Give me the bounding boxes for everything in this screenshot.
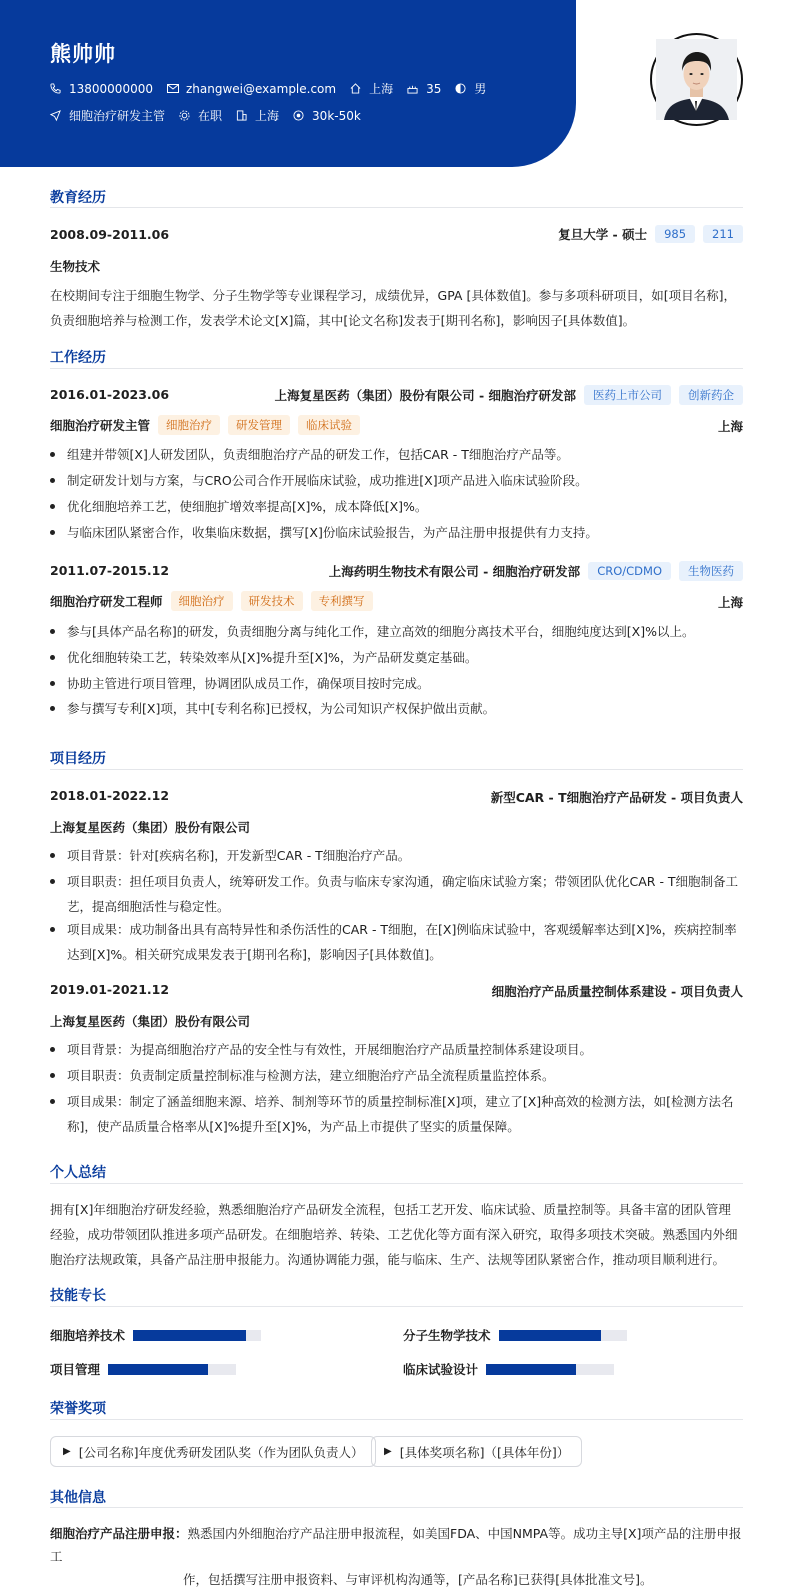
school-tag: 211 [703,225,743,243]
work-city-item [236,107,279,124]
work-title: 细胞治疗研发主管 [50,418,151,433]
title-tag: 细胞治疗 [158,415,220,435]
summary-text: 拥有[X]年细胞治疗研发经验，熟悉细胞治疗产品研发全流程，包括工艺开发、临床试验、质量控制等。具备丰富的团队管理经验，成功带领团队推进多项产品研发。在细胞培养、转染、工艺优化等方面有深入研究，取得多项技术突破。熟悉国内外细胞治疗法规政策，具备产品注册申报能力。沟通协调能力强，能与临床、生产、法规等团队紧密合作，推动项目顺利进行。 [50,1202,738,1267]
skill-bar-fill [108,1364,208,1375]
section-divider [50,1507,743,1508]
other-text-cont: 作，包括撰写注册申报资料、与审评机构沟通等，[产品名称]已获得[具体批准文号]。 [183,1572,653,1587]
project-company: 上海复星医药（集团）股份有限公司 [50,1014,251,1029]
cake-icon [407,83,418,94]
work-company-row [275,385,743,405]
work-city: 上海 [717,595,743,610]
project-bullet: 项目职责：担任项目负责人，统筹研发工作。负责与临床专家沟通，确定临床试验方案；带领团队优化CAR - T细胞制备工艺，提高细胞活性与稳定性。 [50,869,743,919]
triangle-icon: ▶ [384,1446,392,1457]
gender-item [455,80,486,97]
gender-icon [455,83,466,94]
project-bullet: 项目背景：为提高细胞治疗产品的安全性与有效性，开展细胞治疗产品质量控制体系建设项目。 [50,1037,743,1062]
status-text: 在职 [198,109,223,123]
skill-bar-fill [133,1330,246,1341]
project-bullet: 项目背景：针对[疾病名称]，开发新型CAR - T细胞治疗产品。 [50,843,743,868]
company-tag: CRO/CDMO [588,562,671,580]
section-title-skills: 技能专长 [50,1288,106,1304]
section-divider [50,1419,743,1420]
gear-icon [179,110,190,121]
phone-text: 13800000000 [69,81,153,96]
award-text: [公司名称]年度优秀研发团队奖（作为团队负责人） [78,1444,364,1460]
work-title-row [50,591,373,611]
section-title-education: 教育经历 [50,190,106,206]
job-row [50,107,375,124]
header-banner [0,0,576,167]
skill-name: 临床试验设计 [403,1362,479,1377]
salary-text: 30k-50k [312,108,361,123]
position-item [50,107,165,124]
project-bullet: 项目成果：成功制备出具有高特异性和杀伤活性的CAR - T细胞，在[X]例临床试验中，客观缓解率达到[X]%，疾病控制率达到[X]%。相关研究成果发表于[期刊名称]，影响因子[具体数值]。 [50,917,743,967]
age-text: 35 [426,81,442,96]
city-item [350,80,393,97]
section-divider [50,1306,743,1307]
work-company: 上海药明生物技术有限公司 - 细胞治疗研发部 [328,564,581,579]
city-text: 上海 [369,82,394,96]
skill-bar [133,1330,261,1341]
title-tag: 细胞治疗 [171,591,233,611]
mail-icon [167,83,178,94]
project-bullet: 项目成果：制定了涵盖细胞来源、培养、制剂等环节的质量控制标准[X]项，建立了[X]种高效的检测方法，如[检测方法名称]，使产品质量合格率从[X]%提升至[X]%，为产品上市提供了坚实的质量保障。 [50,1089,743,1139]
title-tag: 研发技术 [241,591,303,611]
skill-bar-fill [499,1330,601,1341]
position-text: 细胞治疗研发主管 [69,109,166,123]
education-school-row [558,225,743,243]
other-info [50,1522,743,1591]
work-bullet: 制定研发计划与方案，与CRO公司合作开展临床试验，成功推进[X]项产品进入临床试验阶段。 [50,468,743,493]
school-tag: 985 [655,225,695,243]
avatar-photo [656,39,737,120]
section-divider [50,1183,743,1184]
work-bullet: 与临床团队紧密合作，收集临床数据，撰写[X]份临床试验报告，为产品注册申报提供有力支持。 [50,520,743,545]
company-tag: 创新药企 [679,385,743,405]
building-icon [236,110,247,121]
skill-bar-fill [486,1364,576,1375]
work-bullet: 优化细胞转染工艺，转染效率从[X]%提升至[X]%，为产品研发奠定基础。 [50,645,743,670]
email-text: zhangwei@example.com [185,81,337,96]
work-bullet: 优化细胞培养工艺，使细胞扩增效率提高[X]%，成本降低[X]%。 [50,494,743,519]
section-title-work: 工作经历 [50,350,106,366]
project-date: 2019.01-2021.12 [50,982,170,997]
work-bullet: 参与撰写专利[X]项，其中[专利名称]已授权，为公司知识产权保护做出贡献。 [50,696,743,721]
candidate-name: 熊帅帅 [50,42,116,66]
project-date: 2018.01-2022.12 [50,788,170,803]
company-tag: 生物医药 [679,561,743,581]
project-company: 上海复星医药（集团）股份有限公司 [50,820,251,835]
work-date: 2016.01-2023.06 [50,387,170,402]
skill-bar [486,1364,614,1375]
work-bullet: 参与[具体产品名称]的研发，负责细胞分离与纯化工作，建立高效的细胞分离技术平台，细胞纯度达到[X]%以上。 [50,619,743,644]
other-text: 熟悉国内外细胞治疗产品注册申报流程，如美国FDA、中国NMPA等。成功主导[X]项产品的注册申报工 [50,1526,742,1564]
skill-bar [108,1364,236,1375]
title-tag: 专利撰写 [311,591,373,611]
send-icon [50,110,61,121]
section-title-awards: 荣誉奖项 [50,1401,106,1417]
project-name: 细胞治疗产品质量控制体系建设 - 项目负责人 [491,984,743,999]
title-tag: 临床试验 [298,415,360,435]
project-name: 新型CAR - T细胞治疗产品研发 - 项目负责人 [490,790,743,805]
skill-bar [499,1330,627,1341]
education-school: 复旦大学 - 硕士 [558,227,648,242]
skill-name: 项目管理 [50,1362,101,1377]
work-company: 上海复星医药（集团）股份有限公司 - 细胞治疗研发部 [274,388,576,403]
education-description: 在校期间专注于细胞生物学、分子生物学等专业课程学习，成绩优异，GPA [具体数值]。参与多项科研项目，如[项目名称]，负责细胞培养与检测工作，发表学术论文[X]篇，其中[论文名称]发表于[期刊名称]，影响因子[具体数值]。 [50,288,736,328]
company-tag: 医药上市公司 [584,385,671,405]
skill-item [403,1326,627,1344]
award-item [371,1436,582,1467]
age-item [407,82,441,96]
work-title: 细胞治疗研发工程师 [50,594,163,609]
skill-name: 分子生物学技术 [403,1328,491,1343]
email-item [167,82,336,96]
work-date: 2011.07-2015.12 [50,563,170,578]
award-item [50,1436,376,1467]
skill-item [50,1326,261,1344]
skill-name: 细胞培养技术 [50,1328,126,1343]
home-icon [350,83,361,94]
section-divider [50,769,743,770]
project-bullet: 项目职责：负责制定质量控制标准与检测方法，建立细胞治疗产品全流程质量监控体系。 [50,1063,743,1088]
award-text: [具体奖项名称]（[具体年份]） [399,1444,570,1460]
contact-row [50,80,500,97]
education-major: 生物技术 [50,259,101,274]
education-date: 2008.09-2011.06 [50,227,170,242]
section-divider [50,207,743,208]
work-title-row [50,415,360,435]
work-company-row [329,561,743,581]
phone-icon [50,83,61,94]
section-title-projects: 项目经历 [50,751,106,767]
triangle-icon: ▶ [63,1446,71,1457]
other-label: 细胞治疗产品注册申报： [50,1526,188,1541]
skill-item [50,1360,236,1378]
skill-item [403,1360,614,1378]
gender-text: 男 [474,82,487,96]
section-title-other: 其他信息 [50,1490,106,1506]
coin-icon [293,110,304,121]
section-divider [50,368,743,369]
salary-item [293,109,361,123]
work-bullet: 组建并带领[X]人研发团队，负责细胞治疗产品的研发工作，包括CAR - T细胞治疗产品等。 [50,442,743,467]
work-city-text: 上海 [255,109,280,123]
title-tag: 研发管理 [228,415,290,435]
avatar [650,33,743,126]
work-bullet: 协助主管进行项目管理，协调团队成员工作，确保项目按时完成。 [50,671,743,696]
status-item [179,107,222,124]
work-city: 上海 [717,419,743,434]
phone-item [50,82,153,96]
section-title-summary: 个人总结 [50,1165,106,1181]
